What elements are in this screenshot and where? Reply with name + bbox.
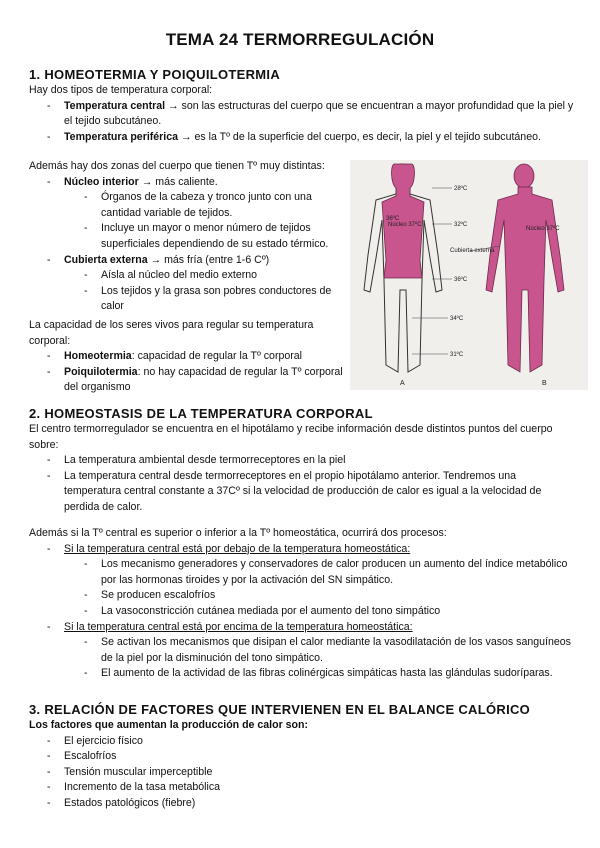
list-item: - Órganos de la cabeza y tronco junto con una cantidad variable de tejidos. <box>84 191 312 219</box>
body-temperature-figure <box>350 160 588 390</box>
list-item: - Homeotermia: capacidad de regular la Tº corporal <box>47 350 303 363</box>
list-item: - Si la temperatura central está por debajo de la temperatura homeostática: <box>47 542 411 555</box>
list-item: - El aumento de la actividad de las fibras colinérgicas simpáticas hasta las glándulas sudoríparas. <box>84 667 553 680</box>
s1-list <box>29 99 574 146</box>
section-3-body <box>29 718 574 812</box>
s1-intro: Hay dos tipos de temperatura corporal: <box>29 84 213 96</box>
list-item: - La temperatura ambiental desde termorreceptores en la piel <box>47 454 346 467</box>
zones-block <box>29 159 347 315</box>
list-item: - Se producen escalofríos <box>84 589 216 602</box>
temp-label: 28ºC <box>454 186 468 192</box>
list-item: - Estados patológicos (fiebre) <box>47 796 196 809</box>
list-item: - Incluye un mayor o menor número de tejidos superficiales dependiendo de su estado térmico. <box>84 222 329 250</box>
list-item: - Núcleo interior → más caliente. <box>47 175 218 188</box>
label-a-core: Núcleo 37ºC <box>388 222 422 228</box>
list-item: - La vasoconstricción cutánea mediada por el aumento del tono simpático <box>84 604 441 617</box>
procesos-list <box>29 542 574 682</box>
s2-list <box>29 453 574 515</box>
label-a-skin: 36ºC <box>386 216 400 222</box>
temp-label: 32ºC <box>454 222 468 228</box>
list-item: - El ejercicio físico <box>47 734 143 747</box>
list-item: - Tensión muscular imperceptible <box>47 765 213 778</box>
list-item: - Cubierta externa → más fría (entre 1-6 Cº) <box>47 253 270 266</box>
list-item: - Los mecanismo generadores y conservadores de calor producen un aumento del índice metabólico por las hormonas tiroides y por la activación del SN simpático. <box>84 558 568 586</box>
capacidad-intro: La capacidad de los seres vivos para regular su temperatura corporal: <box>29 319 314 347</box>
temp-label: 31ºC <box>450 352 464 358</box>
list-item: - Temperatura periférica → es la Tº de la superficie del cuerpo, es decir, la piel y el tejido subcutáneo. <box>47 130 541 143</box>
capacidad-block <box>29 318 347 396</box>
list-item: - Escalofríos <box>47 750 117 763</box>
list-item: - La temperatura central desde termorreceptores en el propio hipotálamo anterior. Tendremos una temperatura central constante a 37Cº si la velocidad de producción de calor es igual a la velocidad de perdida de calor. <box>47 469 542 513</box>
caption-b: B <box>542 380 547 387</box>
list-item: - Poiquilotermia: no hay capacidad de regular la Tº corporal del organismo <box>47 365 343 394</box>
list-item: - Los tejidos y la grasa son pobres conductores de calor <box>84 284 332 313</box>
list-item: - Incremento de la tasa metabólica <box>47 781 221 794</box>
section-1-heading: 1. HOMEOTERMIA Y POIQUILOTERMIA <box>29 67 281 82</box>
section-2-heading: 2. HOMEOSTASIS DE LA TEMPERATURA CORPORAL <box>29 406 373 421</box>
list-item: - Si la temperatura central está por encima de la temperatura homeostática: <box>47 620 413 633</box>
s3-list <box>29 734 574 812</box>
section-1-body <box>29 83 574 145</box>
zones-list <box>29 175 347 315</box>
s2-intro: El centro termorregulador se encuentra en el hipotálamo y recibe información desde distintos puntos del cuerpo sobre: <box>29 423 553 451</box>
capacidad-list <box>29 349 347 396</box>
label-b-core: Núcleo 37ºC <box>526 226 560 232</box>
procesos-block <box>29 526 574 682</box>
s3-subheading: Los factores que aumentan la producción de calor son: <box>29 719 309 731</box>
list-item: - Temperatura central → son las estructuras del cuerpo que se encuentran a mayor profundidad que la piel y el tejido subcutáneo. <box>47 99 574 128</box>
caption-a: A <box>400 380 405 387</box>
page-title: TEMA 24 TERMORREGULACIÓN <box>165 30 435 49</box>
list-item: - Se activan los mecanismos que disipan el calor mediante la vasodilatación de los vasos sanguíneos de la piel por la disminución del tono simpático. <box>84 636 571 664</box>
zones-intro: Además hay dos zonas del cuerpo que tienen Tº muy distintas: <box>29 160 325 172</box>
label-b-skin: Cubierta externa <box>450 248 495 254</box>
section-2-body <box>29 422 574 516</box>
procesos-intro: Además si la Tº central es superior o inferior a la Tº homeostática, ocurrirá dos procesos: <box>29 527 447 539</box>
temp-label: 36ºC <box>454 277 468 283</box>
list-item: - Aísla al núcleo del medio externo <box>84 269 258 282</box>
temp-label: 34ºC <box>450 316 464 322</box>
section-3-heading: 3. RELACIÓN DE FACTORES QUE INTERVIENEN EN EL BALANCE CALÓRICO <box>29 702 531 717</box>
